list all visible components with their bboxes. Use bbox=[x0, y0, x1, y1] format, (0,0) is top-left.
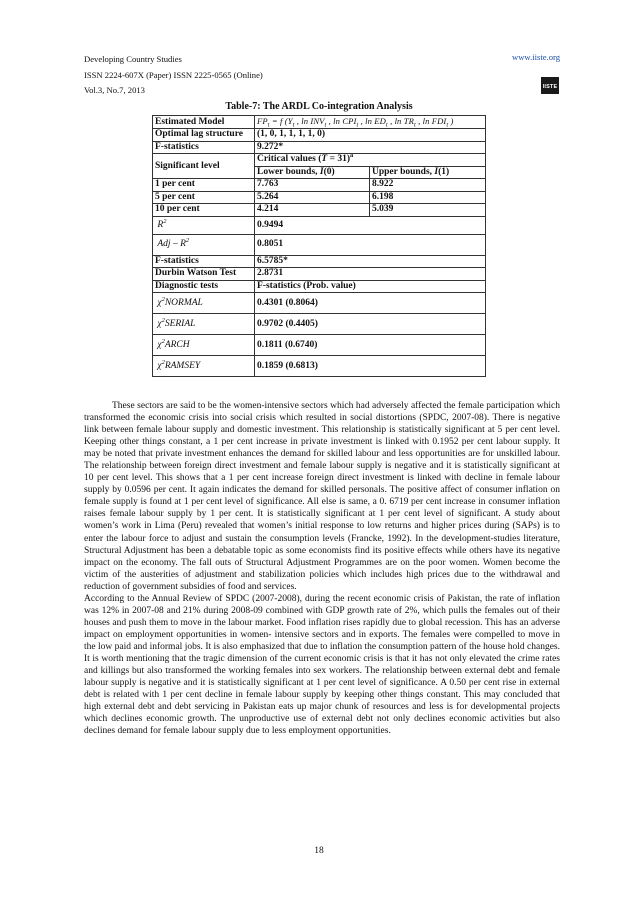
model-formula: $FP_t = f$ ($Y_t$ , $\ln INV_t$ , $\ln CPI_t$ , $\ln ED_t$ , $\ln TR_t$ , $\ln FDI_t$ ) bbox=[257, 116, 454, 129]
level-label: 5 per cent bbox=[153, 191, 255, 204]
fstat2-label: F-statistics bbox=[153, 255, 255, 268]
paragraph: These sectors are said to be the women-intensive sectors which had adversely affected the female participation which transformed the economic crisis into social crisis which resulted in social distortions (SPDC, 2007-08). There is negative link between female labour supply and domestic investment. This relationship is statistically significant at 5 per cent level. Keeping other things constant, a 1 per cent increase in private investment is linked with 0.1952 per cent labour supply. It may be noted that private investment enhances the demand for skilled labour and less opportunities are for unskilled labour. The relationship between foreign direct investment and female labour supply is negative and it is statistically significant at 10 per cent level. This shows that a 1 per cent increase foreign direct investment is linked with decline in female labour supply by 0.0596 per cent. It again indicates the demand for skilled personals. The positive affect of consumer inflation on female supply is found at 1 per cent level of significance. All else is same, a 0. 6719 per cent increase in consumer inflation raises female labour supply by 1 per cent. It is statistically significant at 1 per cent level of significant. A study about women’s work in Lima (Peru) revealed that women’s initial response to low returns and higher prices during (SAPs) is to enter the labour force to adjust and sustain the consumption levels (Francke, 1992). In the development-studies literature, Structural Adjustment has been a debatable topic as some economists find its positive effects while others have its negative impact on the economy. The fall outs of Structural Adjustment Programmes are on the poor women. Women become the victim of the austerities of adjustment and stabilization policies which includes high prices due to the withdrawal and reduction of government subsidies of food and services. bbox=[84, 401, 560, 592]
lag-value: (1, 0, 1, 1, 1, 1, 0) bbox=[255, 129, 486, 142]
adj-r2-label: Adj – $R^2$ bbox=[153, 234, 255, 255]
ardl-table bbox=[152, 115, 486, 377]
diag-test: $\chi^2SERIAL$ bbox=[153, 314, 255, 335]
table-row bbox=[153, 314, 486, 335]
level-lower: 4.214 bbox=[255, 204, 370, 217]
journal-issn: ISSN 2224-607X (Paper) ISSN 2225-0565 (Online) bbox=[84, 69, 263, 80]
level-upper: 6.198 bbox=[370, 191, 486, 204]
sig-label: Significant level bbox=[153, 154, 255, 179]
table-row bbox=[153, 179, 486, 192]
upper-bound-label: Upper bounds, I(1) bbox=[370, 166, 486, 179]
level-lower: 5.264 bbox=[255, 191, 370, 204]
diag-test: $\chi^2ARCH$ bbox=[153, 335, 255, 356]
dw-label: Durbin Watson Test bbox=[153, 268, 255, 281]
table-row bbox=[153, 154, 486, 167]
body-text bbox=[84, 400, 560, 737]
level-upper: 5.039 bbox=[370, 204, 486, 217]
model-formula-cell bbox=[255, 116, 486, 129]
level-label: 1 per cent bbox=[153, 179, 255, 192]
lower-bound-label: Lower bounds, I(0) bbox=[255, 166, 370, 179]
page-number: 18 bbox=[314, 846, 324, 856]
level-label: 10 per cent bbox=[153, 204, 255, 217]
level-lower: 7.763 bbox=[255, 179, 370, 192]
diag-test: $\chi^2RAMSEY$ bbox=[153, 356, 255, 377]
journal-volume: Vol.3, No.7, 2013 bbox=[84, 85, 145, 95]
table-row bbox=[153, 268, 486, 281]
fstat-label: F-statistics bbox=[153, 141, 255, 154]
table-row bbox=[153, 335, 486, 356]
critical-label: Critical values (T = 31)$^a$ bbox=[255, 154, 486, 167]
r2-label: $R^2$ bbox=[153, 216, 255, 234]
lag-label: Optimal lag structure bbox=[153, 129, 255, 142]
table-title: Table-7: The ARDL Co-integration Analysis bbox=[225, 101, 413, 112]
adj-r2-value: 0.8051 bbox=[255, 234, 486, 255]
table-row bbox=[153, 141, 486, 154]
table-row bbox=[153, 234, 486, 255]
logo-text: IISTE bbox=[542, 84, 558, 90]
level-upper: 8.922 bbox=[370, 179, 486, 192]
table-row bbox=[153, 280, 486, 293]
table-row bbox=[153, 191, 486, 204]
paragraph: According to the Annual Review of SPDC (2007-2008), during the recent economic crisis of Pakistan, the rate of inflation was 12% in 2007-08 and 21% during 2008-09 combined with GDP growth rate of 2%, which pulls the females out of their houses and push them to move in the labour market. Food inflation rises rapidly due to global recession. This has an adverse impact on employment opportunities in women- intensive sectors and in exports. The females were compelled to move in the low paid and informal jobs. It is also emphasized that due to inflation the consumption pattern of the house hold changes. It is worth mentioning that the tragic dimension of the current economic crisis is that it has not only elevated the crime rates and killings but also transformed the working females into sex workers. The relationship between external debt and female labour supply is negative and it is statistically significant at 1 per cent level of significance. A 0.50 per cent rise in external debt is related with 1 per cent decline in female labour supply by keeping other things constant. This may concluded that high external debt and debt servicing in Pakistan eats up major chunk of resources and less is for developmental projects which declines economic growth. The unproductive use of external debt not only declines economic activities but also declines demand for female labour supply due to less employment opportunities. bbox=[84, 593, 560, 737]
table-row bbox=[153, 204, 486, 217]
model-label: Estimated Model bbox=[153, 116, 255, 129]
dw-value: 2.8731 bbox=[255, 268, 486, 281]
diag-value: 0.1811 (0.6740) bbox=[255, 335, 486, 356]
diag-value: 0.1859 (0.6813) bbox=[255, 356, 486, 377]
iiste-logo bbox=[541, 77, 559, 94]
fstat-value: 9.272* bbox=[255, 141, 486, 154]
diag-test: $\chi^2NORMAL$ bbox=[153, 293, 255, 314]
diag-value: 0.4301 (0.8064) bbox=[255, 293, 486, 314]
diag-header: F-statistics (Prob. value) bbox=[255, 280, 486, 293]
table-row bbox=[153, 129, 486, 142]
journal-name: Developing Country Studies bbox=[84, 54, 182, 64]
journal-header bbox=[84, 52, 263, 99]
table-row bbox=[153, 356, 486, 377]
table-row bbox=[153, 293, 486, 314]
table-row bbox=[153, 116, 486, 129]
table-row bbox=[153, 255, 486, 268]
table-row bbox=[153, 216, 486, 234]
r2-value: 0.9494 bbox=[255, 216, 486, 234]
website-link[interactable]: www.iiste.org bbox=[512, 52, 560, 62]
diag-label: Diagnostic tests bbox=[153, 280, 255, 293]
diag-value: 0.9702 (0.4405) bbox=[255, 314, 486, 335]
fstat2-value: 6.5785* bbox=[255, 255, 486, 268]
